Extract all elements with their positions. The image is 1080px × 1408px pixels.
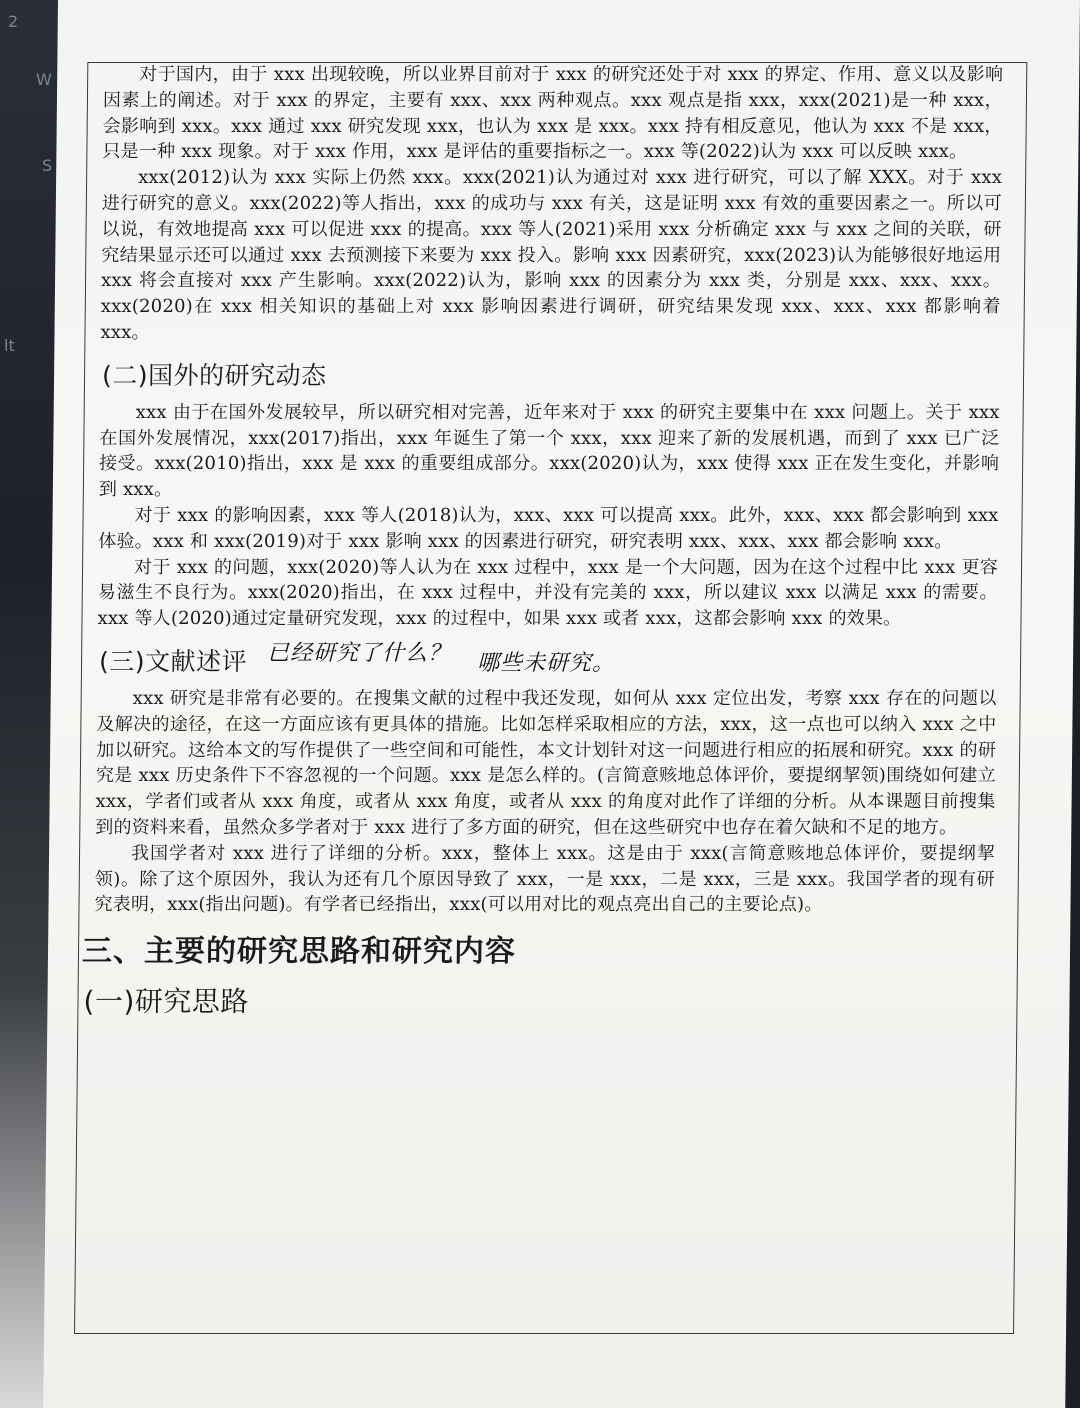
paragraph-review-2: 我国学者对 xxx 进行了详细的分析。xxx，整体上 xxx。这是由于 xxx(言简意赅地总体评价，要提纲挈领)。除了这个原因外，我认为还有几个原因导致了 xxx，一是 xxx，二是 xxx，三是 xxx。我国学者的现有研究表明，xxx(指出问题)。有学者已经指出，xxx(可以用对比的观点亮出自己的主要论点)。 <box>94 842 996 916</box>
paragraph-domestic-1: 对于国内，由于 xxx 出现较晚，所以业界目前对于 xxx 的研究还处于对 xxx 的界定、作用、意义以及影响因素上的阐述。对于 xxx 的界定，主要有 xxx、xxx 两种观点。xxx 观点是指 xxx，xxx(2021)是一种 xxx，会影响到 xxx。xxx 通过 xxx 研究发现 xxx，也认为 xxx 是 xxx。xxx 持有相反意见，他认为 xxx 不是 xxx，只是一种 xxx 现象。对于 xxx 作用，xxx 是评估的重要指标之一。xxx 等(2022)认为 xxx 可以反映 xxx。 <box>102 64 1004 163</box>
paragraph-domestic-2: xxx(2012)认为 xxx 实际上仍然 xxx。xxx(2021)认为通过对 xxx 进行研究，可以了解 XXX。对于 xxx 进行研究的意义。xxx(2022)等人指出，xxx 的成功与 xxx 有关，这是证明 xxx 有效的重要因素之一。所以可以说，有效地提高 xxx 可以促进 xxx 的提高。xxx 等人(2021)采用 xxx 分析确定 xxx 与 xxx 之间的关联，研究结果显示还可以通过 xxx 去预测接下来要为 xxx 投入。影响 xxx 因素研究，xxx(2023)认为能够很好地运用 xxx 将会直接对 xxx 产生影响。xxx(2022)认为，影响 xxx 的因素分为 xxx 类，分别是 xxx、xxx、xxx。xxx(2020)在 xxx 相关知识的基础上对 xxx 影响因素进行调研，研究结果发现 xxx、xxx、xxx 都影响着 xxx。 <box>100 167 1003 343</box>
heading-literature-review: (三)文献述评 <box>98 646 248 676</box>
edge-mark: S <box>42 156 53 175</box>
paragraph-foreign-1: xxx 由于在国外发展较早，所以研究相对完善，近年来对于 xxx 的研究主要集中在 xxx 问题上。关于 xxx 在国外发展情况，xxx(2017)指出，xxx 年诞生了第一个 xxx，xxx 迎来了新的发展机遇，而到了 xxx 已广泛接受。xxx(2010)指出，xxx 是 xxx 的重要组成部分。xxx(2020)认为，xxx 使得 xxx 正在发生变化，并影响到 xxx。 <box>98 401 1000 501</box>
heading-research-thinking: (一)研究思路 <box>83 985 250 1019</box>
paragraph-review-1: xxx 研究是非常有必要的。在搜集文献的过程中我还发现，如何从 xxx 定位出发，考察 xxx 存在的问题以及解决的途径，在这一方面应该有更具体的措施。比如怎样采取相应的方法，xxx，这一点也可以纳入 xxx 之中加以研究。这给本文的写作提供了一些空间和可能性，本文计划针对这一问题进行相应的拓展和研究。xxx 的研究是 xxx 历史条件下不容忽视的一个问题。xxx 是怎么样的。(言简意赅地总体评价，要提纲挈领)围绕如何建立 xxx，学者们或者从 xxx 角度，或者从 xxx 角度，或者从 xxx 的角度对此作了详细的分析。从本课题目前搜集到的资料来看，虽然众多学者对于 xxx 进行了多方面的研究，但在这些研究中也存在着欠缺和不足的地方。 <box>95 687 997 838</box>
handwritten-note-2: 哪些未研究。 <box>476 650 616 676</box>
document-page <box>43 0 1080 1408</box>
paragraph-foreign-3: 对于 xxx 的问题，xxx(2020)等人认为在 xxx 过程中，xxx 是一个大问题，因为在这个过程中比 xxx 更容易滋生不良行为。xxx(2020)指出，在 xxx 过程中，并没有完美的 xxx，所以建议 xxx 以满足 xxx 的需要。xxx 等人(2020)通过定量研究发现，xxx 的过程中，如果 xxx 或者 xxx，这都会影响 xxx 的效果。 <box>97 556 999 630</box>
heading-foreign-research: (二)国外的研究动态 <box>101 360 327 390</box>
edge-mark: 2 <box>8 12 19 31</box>
edge-mark: W <box>36 70 52 89</box>
handwritten-note-1: 已经研究了什么？ <box>267 640 452 666</box>
heading-section-3: 三、主要的研究思路和研究内容 <box>81 934 517 970</box>
paragraph-foreign-2: 对于 xxx 的影响因素，xxx 等人(2018)认为，xxx、xxx 可以提高 xxx。此外，xxx、xxx 都会影响到 xxx 体验。xxx 和 xxx(2019)对于 xxx 影响 xxx 的因素进行研究，研究表明 xxx、xxx、xxx 都会影响 xxx。 <box>98 504 999 552</box>
edge-mark: lt <box>4 336 15 355</box>
document-body <box>81 62 1004 1028</box>
